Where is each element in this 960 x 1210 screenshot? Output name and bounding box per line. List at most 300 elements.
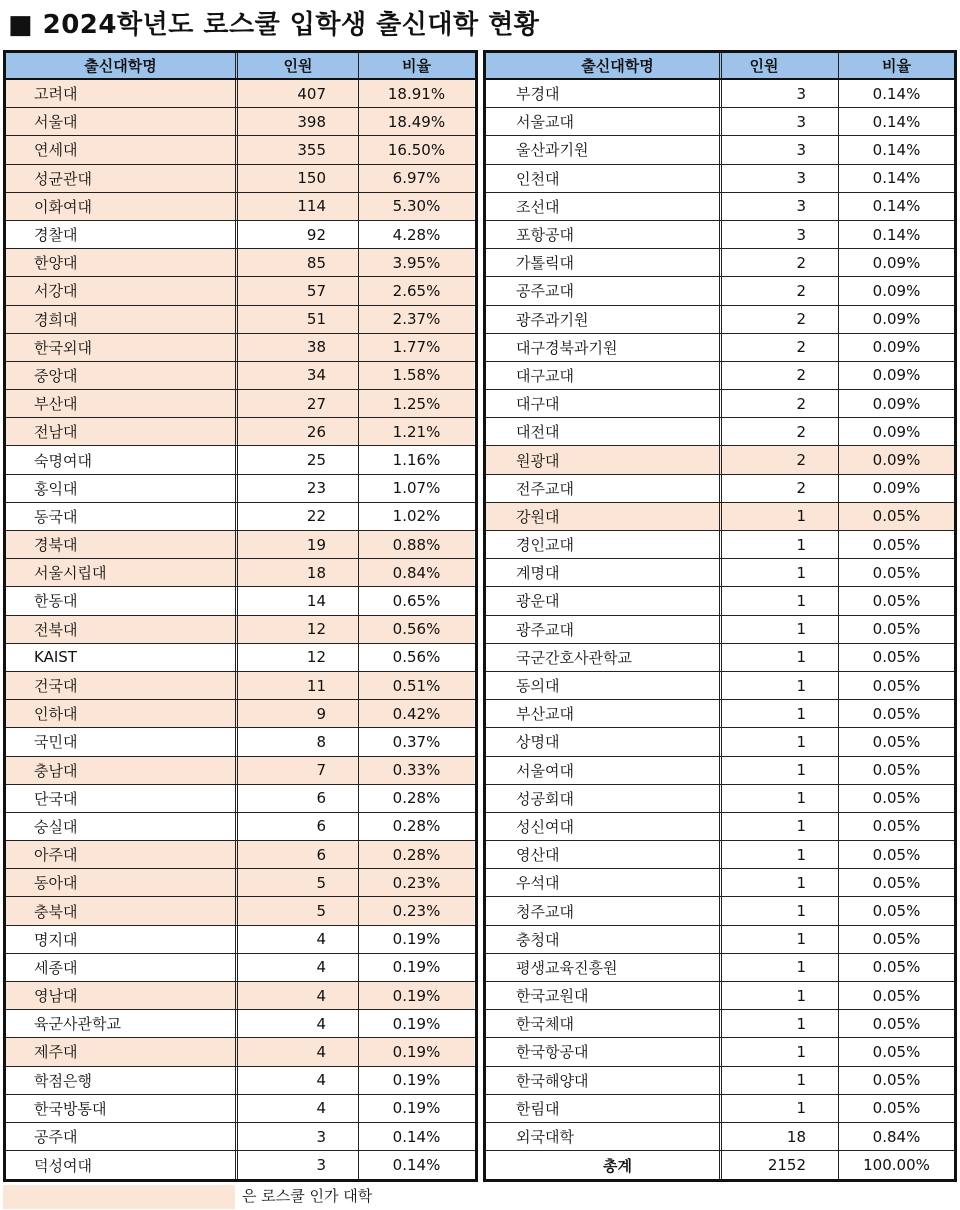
university-name: 한동대: [6, 587, 238, 614]
student-count: 4: [238, 1095, 359, 1122]
student-count: 12: [238, 616, 359, 643]
student-count: 6: [238, 785, 359, 812]
university-name: 인천대: [486, 165, 722, 192]
table-row: [486, 193, 954, 221]
student-count: 1: [722, 1095, 839, 1122]
table-row: [486, 897, 954, 925]
table-row: [486, 418, 954, 446]
university-name: 단국대: [6, 785, 238, 812]
table-row: [6, 672, 475, 700]
legend-text: 은 로스쿨 인가 대학: [242, 1187, 373, 1205]
student-count: 9: [238, 700, 359, 727]
student-ratio: 1.07%: [392, 479, 441, 498]
student-ratio: 0.05%: [872, 563, 921, 582]
university-name: 제주대: [6, 1038, 238, 1065]
header-name: 출신대학명: [486, 53, 722, 78]
university-name: 동의대: [486, 672, 722, 699]
university-name: 상명대: [486, 728, 722, 755]
student-count: 92: [238, 221, 359, 248]
student-count: 1: [722, 926, 839, 953]
table-row: [486, 982, 954, 1010]
student-ratio: 0.05%: [872, 676, 921, 695]
table-row: [6, 531, 475, 559]
student-ratio: 4.28%: [392, 225, 441, 244]
student-ratio: 0.09%: [839, 446, 954, 473]
table-row: [6, 728, 475, 756]
university-name: 육군사관학교: [6, 1010, 238, 1037]
university-name: 우석대: [486, 869, 722, 896]
university-name: 가톨릭대: [486, 249, 722, 276]
table-row: [6, 1095, 475, 1123]
table-header: [486, 53, 954, 80]
student-count: 2: [722, 334, 839, 361]
student-ratio: 0.09%: [872, 366, 921, 385]
student-ratio: 0.05%: [872, 591, 921, 610]
header-count: 인원: [722, 53, 839, 78]
university-name: 국군간호사관학교: [486, 644, 722, 671]
student-count: 3: [722, 136, 839, 163]
student-count: 1: [722, 700, 839, 727]
table-row: [486, 813, 954, 841]
university-name: 한국체대: [486, 1010, 722, 1037]
student-ratio: 0.05%: [872, 873, 921, 892]
table-row: [6, 1038, 475, 1066]
student-count: 25: [238, 446, 359, 473]
student-ratio: 0.09%: [872, 422, 921, 441]
student-count: 2: [722, 306, 839, 333]
student-count: 3: [722, 108, 839, 135]
table-row: [486, 221, 954, 249]
table-row: [486, 1123, 954, 1151]
student-count: 3: [722, 221, 839, 248]
university-name: 전북대: [6, 616, 238, 643]
table-row: [486, 954, 954, 982]
student-count: 19: [238, 531, 359, 558]
table-row: [6, 700, 475, 728]
table-row: [6, 446, 475, 474]
student-ratio: 0.14%: [872, 225, 921, 244]
university-name: 충북대: [6, 897, 238, 924]
university-name: KAIST: [6, 644, 238, 671]
university-name: 한국방통대: [6, 1095, 238, 1122]
university-name: 외국대학: [486, 1123, 722, 1150]
table-row: [486, 926, 954, 954]
student-ratio: 0.19%: [359, 982, 474, 1009]
student-count: 1: [722, 728, 839, 755]
student-count: 22: [238, 503, 359, 530]
total-label: 총계: [486, 1151, 722, 1179]
university-name: 한양대: [6, 249, 238, 276]
student-ratio: 0.05%: [872, 1099, 921, 1118]
student-count: 1: [722, 841, 839, 868]
table-row: [486, 446, 954, 474]
university-name: 서울여대: [486, 757, 722, 784]
student-ratio: 0.56%: [359, 616, 474, 643]
university-name: 평생교육진흥원: [486, 954, 722, 981]
student-count: 2: [722, 362, 839, 389]
student-ratio: 0.23%: [359, 869, 474, 896]
student-ratio: 0.05%: [872, 1042, 921, 1061]
student-ratio: 0.88%: [359, 531, 474, 558]
university-name: 대전대: [486, 418, 722, 445]
table-row: [6, 982, 475, 1010]
student-ratio: 0.14%: [872, 197, 921, 216]
student-ratio: 0.28%: [392, 817, 441, 836]
table-row: [486, 1095, 954, 1123]
student-count: 2: [722, 390, 839, 417]
student-ratio: 18.91%: [359, 80, 474, 107]
university-name: 아주대: [6, 841, 238, 868]
student-count: 1: [722, 531, 839, 558]
university-name: 경희대: [6, 306, 238, 333]
student-count: 18: [722, 1123, 839, 1150]
student-ratio: 1.77%: [359, 334, 474, 361]
student-ratio: 0.14%: [872, 169, 921, 188]
university-name: 한국교원대: [486, 982, 722, 1009]
university-name: 충남대: [6, 757, 238, 784]
table-row: [6, 926, 475, 954]
student-count: 4: [238, 982, 359, 1009]
university-name: 중앙대: [6, 362, 238, 389]
student-ratio: 0.05%: [872, 930, 921, 949]
student-ratio: 1.16%: [392, 451, 441, 470]
table-row: [6, 954, 475, 982]
student-ratio: 0.05%: [872, 648, 921, 667]
student-count: 1: [722, 897, 839, 924]
page-title: ■ 2024학년도 로스쿨 입학생 출신대학 현황: [8, 10, 540, 40]
table-row: [6, 587, 475, 615]
student-count: 407: [238, 80, 359, 107]
student-count: 1: [722, 813, 839, 840]
student-ratio: 0.23%: [359, 897, 474, 924]
student-ratio: 0.19%: [392, 930, 441, 949]
table-row: [6, 559, 475, 587]
student-ratio: 1.25%: [359, 390, 474, 417]
student-ratio: 0.05%: [872, 789, 921, 808]
table-row: [6, 869, 475, 897]
student-count: 3: [722, 80, 839, 107]
student-count: 1: [722, 1038, 839, 1065]
table-row: [6, 1067, 475, 1095]
student-ratio: 0.05%: [872, 817, 921, 836]
student-ratio: 0.05%: [839, 503, 954, 530]
student-count: 3: [238, 1151, 359, 1179]
university-name: 서울시립대: [6, 559, 238, 586]
table-row: [6, 221, 475, 249]
table-row: [486, 1010, 954, 1038]
student-count: 2: [722, 418, 839, 445]
table-row: [486, 869, 954, 897]
table-row: [486, 108, 954, 136]
university-name: 한국외대: [6, 334, 238, 361]
university-name: 부산교대: [486, 700, 722, 727]
student-ratio: 0.42%: [359, 700, 474, 727]
left-table: [3, 50, 478, 1182]
student-ratio: 0.05%: [872, 535, 921, 554]
table-row: [6, 475, 475, 503]
table-row: [486, 475, 954, 503]
table-row: [486, 785, 954, 813]
student-count: 85: [238, 249, 359, 276]
table-row: [486, 1067, 954, 1095]
university-name: 광주교대: [486, 616, 722, 643]
student-count: 51: [238, 306, 359, 333]
student-ratio: 0.05%: [872, 986, 921, 1005]
student-ratio: 18.49%: [359, 108, 474, 135]
university-name: 숙명여대: [6, 446, 238, 473]
university-name: 부산대: [6, 390, 238, 417]
student-count: 8: [238, 728, 359, 755]
student-count: 398: [238, 108, 359, 135]
right-table: [483, 50, 957, 1182]
table-row: [6, 277, 475, 305]
student-ratio: 0.14%: [872, 84, 921, 103]
university-name: 건국대: [6, 672, 238, 699]
student-ratio: 0.84%: [359, 559, 474, 586]
table-row: [486, 80, 954, 108]
university-name: 강원대: [486, 503, 722, 530]
student-ratio: 16.50%: [359, 136, 474, 163]
student-count: 1: [722, 954, 839, 981]
table-row: [6, 1010, 475, 1038]
university-name: 동국대: [6, 503, 238, 530]
student-ratio: 0.05%: [872, 732, 921, 751]
university-name: 한림대: [486, 1095, 722, 1122]
student-count: 27: [238, 390, 359, 417]
university-name: 계명대: [486, 559, 722, 586]
student-count: 1: [722, 1067, 839, 1094]
table-row: [486, 672, 954, 700]
student-ratio: 0.37%: [392, 732, 441, 751]
student-ratio: 0.05%: [872, 902, 921, 921]
total-count: 2152: [722, 1151, 839, 1179]
student-ratio: 1.02%: [392, 507, 441, 526]
table-row: [6, 108, 475, 136]
university-name: 조선대: [486, 193, 722, 220]
university-name: 경찰대: [6, 221, 238, 248]
student-count: 14: [238, 587, 359, 614]
table-row: [6, 193, 475, 221]
table-row: [486, 644, 954, 672]
university-name: 원광대: [486, 446, 722, 473]
table-row: [486, 700, 954, 728]
student-count: 150: [238, 165, 359, 192]
table-row: [6, 418, 475, 446]
table-row: [486, 503, 954, 531]
student-ratio: 6.97%: [359, 165, 474, 192]
university-name: 영남대: [6, 982, 238, 1009]
table-row: [6, 165, 475, 193]
student-count: 3: [238, 1123, 359, 1150]
student-count: 2: [722, 446, 839, 473]
table-row: [6, 334, 475, 362]
student-count: 38: [238, 334, 359, 361]
university-name: 광운대: [486, 587, 722, 614]
university-name: 고려대: [6, 80, 238, 107]
student-count: 4: [238, 926, 359, 953]
student-ratio: 2.37%: [359, 306, 474, 333]
university-name: 숭실대: [6, 813, 238, 840]
student-ratio: 3.95%: [359, 249, 474, 276]
table-row: [486, 136, 954, 164]
student-count: 6: [238, 813, 359, 840]
student-count: 6: [238, 841, 359, 868]
student-count: 1: [722, 559, 839, 586]
student-ratio: 0.14%: [392, 1156, 441, 1175]
university-name: 동아대: [6, 869, 238, 896]
student-ratio: 0.84%: [872, 1127, 921, 1146]
university-name: 연세대: [6, 136, 238, 163]
table-row: [6, 616, 475, 644]
student-count: 26: [238, 418, 359, 445]
student-count: 23: [238, 475, 359, 502]
student-count: 2: [722, 475, 839, 502]
student-count: 1: [722, 503, 839, 530]
student-count: 34: [238, 362, 359, 389]
student-ratio: 1.58%: [359, 362, 474, 389]
student-count: 18: [238, 559, 359, 586]
university-name: 영산대: [486, 841, 722, 868]
student-count: 1: [722, 672, 839, 699]
student-count: 1: [722, 616, 839, 643]
student-ratio: 0.05%: [872, 1014, 921, 1033]
table-row: [486, 249, 954, 277]
student-ratio: 0.09%: [872, 479, 921, 498]
table-row: [486, 728, 954, 756]
student-ratio: 5.30%: [359, 193, 474, 220]
student-ratio: 0.05%: [872, 958, 921, 977]
student-ratio: 0.33%: [359, 757, 474, 784]
university-name: 성균관대: [6, 165, 238, 192]
table-row: [486, 616, 954, 644]
table-row: [6, 306, 475, 334]
university-name: 한국항공대: [486, 1038, 722, 1065]
table-row: [486, 165, 954, 193]
table-row: [6, 503, 475, 531]
student-ratio: 0.09%: [872, 338, 921, 357]
table-row: [6, 757, 475, 785]
header-count: 인원: [238, 53, 359, 78]
header-ratio: 비율: [402, 57, 431, 75]
student-ratio: 0.05%: [872, 845, 921, 864]
university-name: 이화여대: [6, 193, 238, 220]
student-count: 2: [722, 249, 839, 276]
university-name: 서강대: [6, 277, 238, 304]
table-row: [486, 841, 954, 869]
student-count: 1: [722, 587, 839, 614]
student-ratio: 2.65%: [359, 277, 474, 304]
table-row: [486, 1038, 954, 1066]
university-name: 한국해양대: [486, 1067, 722, 1094]
student-count: 5: [238, 897, 359, 924]
table-row: [6, 1123, 475, 1151]
student-ratio: 0.28%: [392, 789, 441, 808]
table-row: [6, 897, 475, 925]
student-count: 57: [238, 277, 359, 304]
table-row: [6, 136, 475, 164]
student-count: 4: [238, 1067, 359, 1094]
table-row: [6, 249, 475, 277]
university-name: 전남대: [6, 418, 238, 445]
table-row: [486, 531, 954, 559]
student-count: 1: [722, 1010, 839, 1037]
student-count: 2: [722, 277, 839, 304]
table-row: [486, 306, 954, 334]
table-row: [6, 1151, 475, 1179]
student-ratio: 0.51%: [359, 672, 474, 699]
university-name: 울산과기원: [486, 136, 722, 163]
student-ratio: 0.19%: [359, 1038, 474, 1065]
student-ratio: 0.09%: [872, 253, 921, 272]
university-name: 학점은행: [6, 1067, 238, 1094]
student-count: 4: [238, 1010, 359, 1037]
student-ratio: 0.05%: [872, 620, 921, 639]
student-count: 3: [722, 193, 839, 220]
table-header: [6, 53, 475, 80]
legend-swatch: [3, 1185, 235, 1209]
student-ratio: 0.19%: [392, 1014, 441, 1033]
header-ratio: 비율: [882, 57, 911, 75]
student-ratio: 0.14%: [872, 112, 921, 131]
student-ratio: 0.56%: [392, 648, 441, 667]
student-ratio: 0.14%: [872, 140, 921, 159]
university-name: 청주교대: [486, 897, 722, 924]
table-row: [486, 277, 954, 305]
university-name: 공주교대: [486, 277, 722, 304]
student-count: 4: [238, 1038, 359, 1065]
student-count: 7: [238, 757, 359, 784]
student-count: 12: [238, 644, 359, 671]
university-name: 대구경북과기원: [486, 334, 722, 361]
university-name: 대구대: [486, 390, 722, 417]
header-name: 출신대학명: [6, 53, 238, 78]
student-ratio: 0.09%: [872, 394, 921, 413]
student-count: 4: [238, 954, 359, 981]
university-name: 부경대: [486, 80, 722, 107]
table-row: [6, 644, 475, 672]
university-name: 광주과기원: [486, 306, 722, 333]
university-name: 경북대: [6, 531, 238, 558]
student-ratio: 0.05%: [872, 704, 921, 723]
university-name: 세종대: [6, 954, 238, 981]
table-row: [486, 757, 954, 785]
university-name: 대구교대: [486, 362, 722, 389]
table-row: [6, 785, 475, 813]
student-count: 1: [722, 757, 839, 784]
table-row: [6, 813, 475, 841]
student-ratio: 0.28%: [359, 841, 474, 868]
student-ratio: 0.14%: [392, 1127, 441, 1146]
student-ratio: 0.65%: [392, 591, 441, 610]
university-name: 서울대: [6, 108, 238, 135]
total-row: [486, 1151, 954, 1179]
university-name: 인하대: [6, 700, 238, 727]
student-count: 1: [722, 982, 839, 1009]
university-name: 명지대: [6, 926, 238, 953]
student-ratio: 0.19%: [392, 958, 441, 977]
table-row: [486, 334, 954, 362]
university-name: 성신여대: [486, 813, 722, 840]
table-row: [6, 362, 475, 390]
university-name: 홍익대: [6, 475, 238, 502]
student-ratio: 0.09%: [872, 281, 921, 300]
total-ratio: 100.00%: [863, 1156, 930, 1175]
student-count: 355: [238, 136, 359, 163]
student-count: 1: [722, 644, 839, 671]
table-row: [486, 559, 954, 587]
student-ratio: 0.19%: [392, 1071, 441, 1090]
student-count: 3: [722, 165, 839, 192]
